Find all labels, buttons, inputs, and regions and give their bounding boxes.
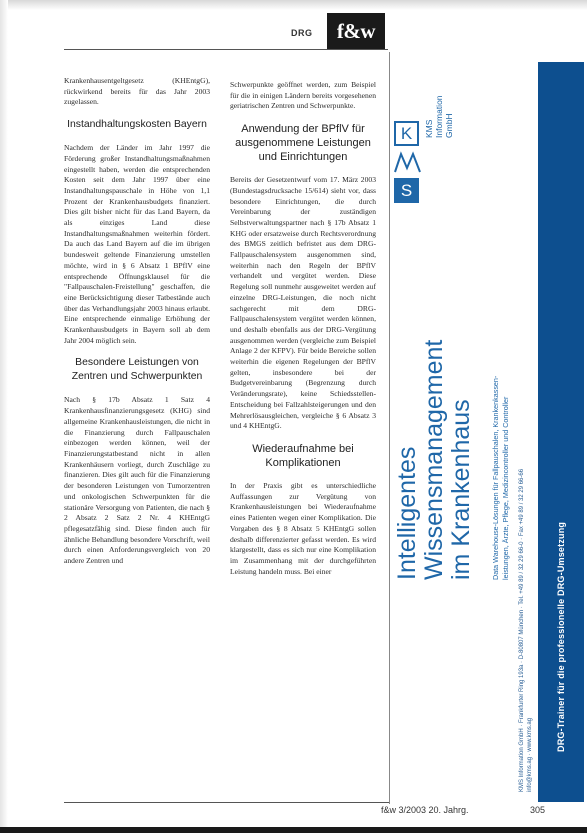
paragraph: Schwerpunkte geöffnet werden, zum Beispiel für die in einigen Ländern bereits vorgesehenen geriatrischen Zentren und Schwerpunkte.: [230, 80, 376, 111]
ad-headline-line: Wissensmanagement: [420, 339, 448, 580]
journal-issue: f&w 3/2003 20. Jahrg.: [381, 805, 469, 815]
kms-logo-m-icon: [394, 150, 421, 174]
paragraph: Bereits der Gesetzentwurf vom 17. März 2003 (Bundestagsdrucksache 15/614) sieht vor, dass besondere Einrichtungen, die durch Vereinbarung der zuständigen Selbstverwaltungspartner nach § 17b Absatz 1 KHG oder ersatzweise durch Rechtsverordnung des BMGS zeitlich befristet aus dem DRG-Fallpauschalensystem ausgenommen sind, weiterhin nach den Regeln der BPflV verhandelt und vergütet werden. Diese Regelung soll nunmehr ausgeweitet werden auf einzelne DRG-Leistungen, die noch nicht sachgerecht mit dem DRG-Fallpauschalensystem vergütet werden können, und deshalb ebenfalls aus der DRG-Vergütung ausgenommen werden (vergleiche zum Beispiel Anlage 2 der KFPV). Für beide Bereiche sollen weiterhin die eigenen Regelungen der BPflV gelten, insbesondere bei der Budgetvereinbarung (Begrenzung durch Veränderungsrate), keine Schiedsstellen-Entscheidung bei Fallzahlsteigerungen und den Mehrerlösausgleichen, vergleiche § 6 Absatz 3 und 4 KHEntgG.: [230, 175, 376, 431]
paragraph: Nachdem der Länder im Jahr 1997 die Förderung großer Instandhaltungsmaßnahmen eingestellt haben, werden die entsprechenden Kosten seit dem Jahr 1997 über eine Instandhaltungspauschale in Höhe von 1,1 Prozent der Krankenhausbudgets finanziert. Dies gilt bisher nicht für das Land Bayern, da als einziges Land diese Instandhaltungsmaßnahmen weiterhin fördert. Da auch das Land Bayern auf die im übrigen bundesweit geltende Finanzierung umstellen möchte, wird in § 6 Absatz 1 BPflV eine entsprechende Öffnungsklausel für die "Fallpauschalen-Freistellung" geschaffen, die eine Berücksichtigung dieser Tatbestände auch über das Verhandlungsjahr 2003 hinaus erlaubt. Eine entsprechende einmalige Erhöhung der Krankenhausbudgets in Bayern soll ab dem Jahr 2004 möglich sein.: [64, 143, 210, 345]
ad-subline-line: Data Warehouse-Lösungen für Fallpauschalen, Krankenkassen-: [491, 375, 500, 580]
ad-headline: [394, 340, 475, 580]
company-line: GmbH: [444, 113, 454, 138]
scan-shadow-top: [0, 0, 587, 10]
text-column-middle: [230, 80, 376, 577]
company-line: KMS: [424, 119, 434, 138]
ad-contact: [518, 469, 534, 792]
section-heading: Instandhaltungskosten Bayern: [67, 119, 207, 131]
paragraph: In der Praxis gibt es unterschiedliche Auffassungen zur Vergütung von Krankenhausleistungen bei Wiederaufnahme eines Patienten wegen einer Komplikation. Die Vorgaben des § 8 Absatz 5 KHEntgG sollen deshalb differenzierter gefasst werden. Es wird klargestellt, dass es sich nur eine Komplikation im Zusammenhang mit der durchgeführten Leistung handeln muss. Bei einer: [230, 480, 376, 576]
paragraph: Krankenhausentgeltgesetz (KHEntgG), rückwirkend bereits für das Jahr 2003 zugelassen.: [64, 76, 210, 107]
ad-contact-line: info@kms.ag · www.kms.ag: [527, 717, 533, 792]
ad-headline-line: Intelligentes: [393, 446, 421, 580]
section-heading: Besondere Leistungen von Zentren und Schwerpunkten: [71, 357, 203, 383]
header-rule: [64, 49, 388, 50]
journal-logo: f&w: [327, 13, 385, 50]
ad-subline: [491, 376, 510, 580]
section-heading: Wiederaufnahme bei Komplikationen: [252, 442, 354, 469]
company-line: Information: [434, 95, 444, 138]
kms-advertisement: [389, 52, 587, 804]
ad-band-text: DRG-Trainer für die professionelle DRG-Umsetzung: [556, 521, 566, 752]
page-number: 305: [530, 805, 546, 815]
ad-contact-line: KMS Information GmbH · Frankfurter Ring 193a · D-80807 München · Tel. +49 89 / 32 29 66-0 · Fax +49 89 / 32 29 66-66: [519, 468, 525, 792]
scan-shadow-bottom: [0, 827, 587, 833]
scan-shadow-left: [0, 0, 8, 833]
kms-logo-k: K: [394, 121, 419, 146]
section-label: DRG: [291, 28, 313, 38]
ad-subline-line: leistungen, Ärzte, Pflege, Medizincontroller und Controller: [500, 396, 510, 580]
ad-headline-line: im Krankenhaus: [447, 399, 475, 580]
kms-logo-s: S: [394, 178, 419, 203]
kms-company-name: [424, 95, 454, 138]
text-column-left: [64, 76, 210, 567]
section-heading: Anwendung der BPflV für ausgenommene Leistungen und Einrichtungen: [235, 123, 371, 164]
paragraph: Nach § 17b Absatz 1 Satz 4 Krankenhausfinanzierungsgesetz (KHG) sind allgemeine Krankenhausleistungen, die nicht in die Finanzierung durch Fallpauschalen einbezogen werden können, weil der Finanzierungstatbestand nicht in allen Krankenhäusern vorliegt, durch Zuschläge zu finanzieren. Dies gilt auch für die Finanzierung der besonderen Leistungen von Tumorzentren und onkologischen Schwerpunkten für die stationäre Versorgung von Patienten, die nach § 2 Absatz 2 Satz 2 Nr. 4 KHEntgG pflegesatzfähig sind. Diese finden auch für ähnliche Behandlung besondere Vorschrift, weil durch einen Anforderungsvergleich von 20 andere Zentren und: [64, 395, 210, 566]
